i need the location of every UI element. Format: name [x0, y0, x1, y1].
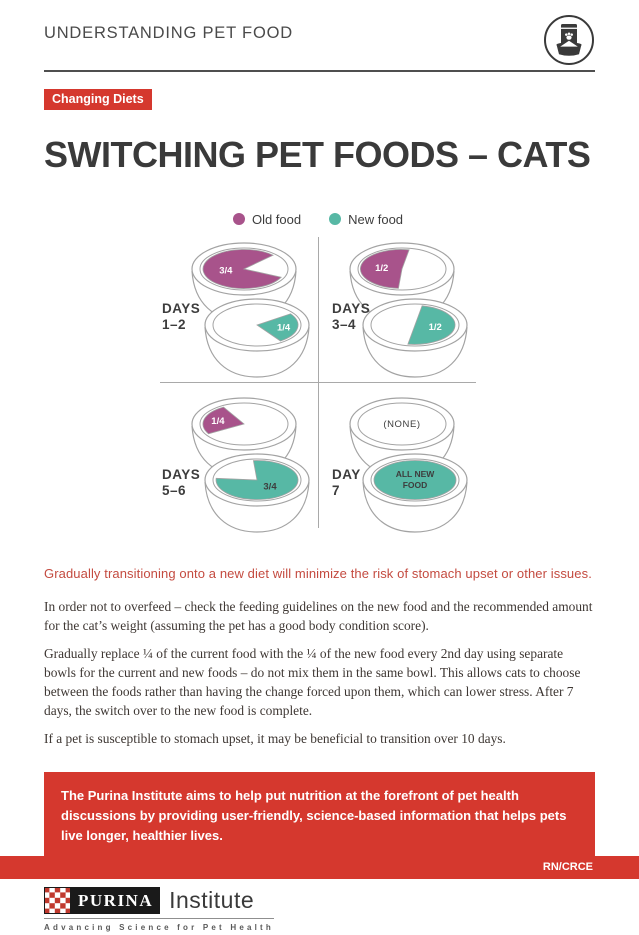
purina-wordmark	[44, 887, 160, 914]
diagram-quadrant	[318, 383, 476, 528]
svg-text:1/4: 1/4	[211, 415, 225, 427]
svg-text:ALL NEW: ALL NEW	[395, 468, 435, 479]
old-food-dot-icon	[233, 213, 245, 225]
svg-text:1/2: 1/2	[428, 321, 442, 333]
new-food-dot-icon	[329, 213, 341, 225]
svg-text:1/2: 1/2	[375, 262, 389, 274]
paragraph: Gradually replace ¼ of the current food with the ¼ of the new food every 2nd day using separate bowls for the current and new foods – do not mix them in the same bowl. This allows cats to choose between the foods rather than having the change forced upon them, which can lower stress. After 7 days, the switch over to the new food is complete.	[44, 645, 581, 718]
body-copy	[44, 597, 595, 748]
page-header	[44, 0, 595, 66]
day-label: DAY 7	[332, 466, 361, 498]
day-label: DAYS 3–4	[332, 300, 371, 332]
pet-food-bag-and-bowl-icon	[543, 14, 595, 66]
institute-label: Institute	[169, 887, 255, 914]
legend-label: New food	[348, 211, 404, 227]
legend-label: Old food	[251, 211, 302, 227]
section-badge: Changing Diets	[44, 89, 152, 110]
svg-text:3/4: 3/4	[219, 265, 233, 277]
legend	[160, 212, 476, 227]
day-label: DAYS 5–6	[162, 466, 201, 498]
purina-label: PURINA	[71, 887, 160, 914]
svg-text:(NONE): (NONE)	[383, 418, 421, 430]
paragraph: If a pet is susceptible to stomach upset, it may be beneficial to transition over 10 days.	[44, 730, 506, 746]
svg-text:3/4: 3/4	[263, 481, 277, 493]
legend-item-old-food	[233, 212, 301, 227]
paragraph: In order not to overfeed – check the feeding guidelines on the new food and the recommended amount for the cat’s weight (assuming the pet has a good body condition score).	[44, 598, 593, 633]
purina-checkerboard-icon	[44, 887, 71, 914]
footer-bar	[0, 856, 639, 879]
page-title: SWITCHING PET FOODS – CATS	[44, 134, 591, 175]
purina-mission-banner	[44, 772, 595, 861]
legend-item-new-food	[329, 212, 403, 227]
diagram-quadrant	[318, 237, 476, 383]
logo-tagline: Advancing Science for Pet Health	[44, 923, 274, 933]
banner-text: The Purina Institute aims to help put nutrition at the forefront of pet health discussions by providing user-friendly, science-based information that helps pets live longer, healthier lives.	[61, 788, 567, 844]
diagram-quadrant	[160, 237, 319, 383]
purina-institute-logo	[44, 887, 274, 932]
lead-sentence: Gradually transitioning onto a new diet will minimize the risk of stomach upset or other issues.	[44, 565, 592, 581]
footer-code: RN/CRCE	[542, 861, 593, 873]
day-label: DAYS 1–2	[162, 300, 201, 332]
bowls-illustration	[164, 394, 316, 534]
svg-text:1/4: 1/4	[276, 322, 291, 334]
diagram-quadrant	[160, 383, 319, 528]
header-title: UNDERSTANDING PET FOOD	[44, 24, 293, 42]
svg-text:FOOD: FOOD	[402, 479, 428, 490]
transition-diagram	[160, 237, 476, 528]
bowls-illustration	[322, 394, 474, 534]
